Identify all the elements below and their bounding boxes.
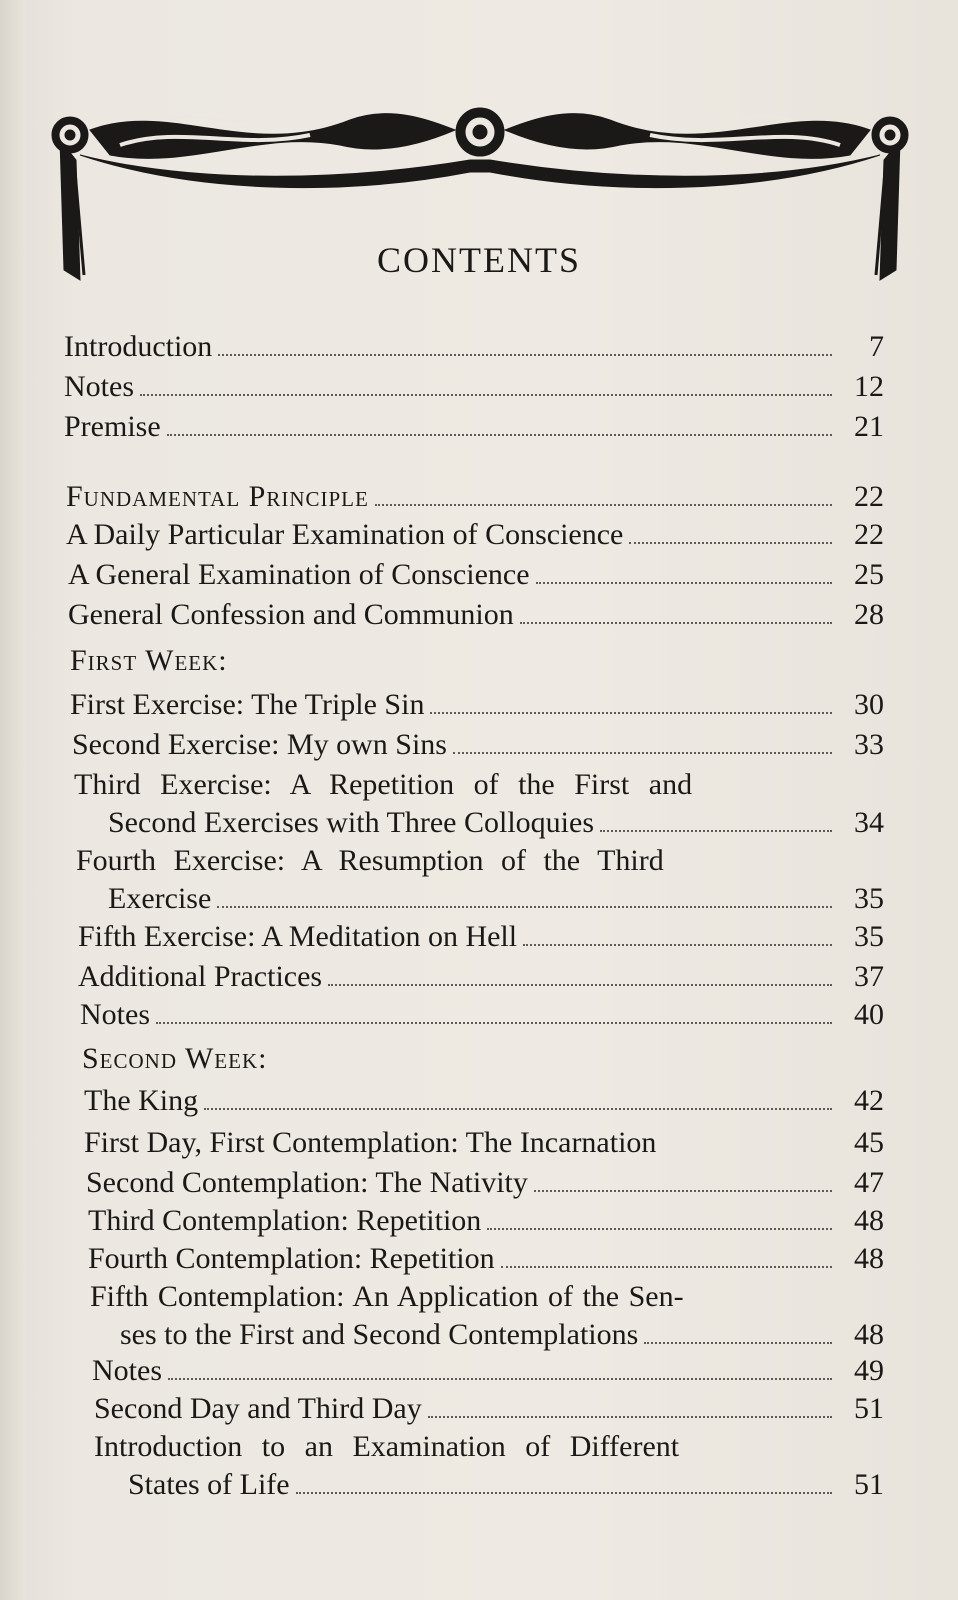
toc-entry-title: Fifth Contemplation: An Application of the Sen- (90, 1280, 684, 1313)
toc-entry-title: Introduction (64, 330, 213, 363)
toc-section-heading: First Week: (70, 644, 228, 677)
dot-leader (156, 998, 832, 1024)
dot-leader (487, 1204, 832, 1230)
dot-leader (600, 806, 832, 832)
dot-leader (644, 1318, 832, 1344)
toc-entry-title: Second Exercise: My own Sins (72, 728, 447, 761)
dot-leader (501, 1242, 832, 1268)
dot-leader (218, 330, 832, 356)
toc-entry-page: 51 (854, 1392, 884, 1425)
toc-entry-title: Premise (64, 410, 161, 443)
dot-leader (168, 1354, 832, 1380)
toc-entry-title: Fifth Exercise: A Meditation on Hell (78, 920, 518, 953)
toc-entry-title: Notes (64, 370, 134, 403)
toc-entry-title-continued: ses to the First and Second Contemplations (120, 1318, 639, 1351)
toc-entry-title: The King (84, 1084, 199, 1117)
toc-entry (86, 1164, 884, 1202)
toc-entry-title-continued: Second Exercises with Three Colloquies (108, 806, 595, 839)
toc-entry (78, 958, 884, 996)
toc-entry-title: A General Examination of Conscience (68, 558, 530, 591)
dot-leader (328, 960, 832, 986)
toc-entry-page: 48 (854, 1204, 884, 1237)
toc-entry-title: A Daily Particular Examination of Conscience (66, 518, 624, 551)
toc-entry-title: Fourth Contemplation: Repetition (88, 1242, 495, 1275)
toc-entry-page: 25 (854, 558, 884, 591)
page-title: CONTENTS (377, 240, 581, 280)
toc-entry (88, 1240, 884, 1278)
dot-leader (140, 370, 832, 396)
toc-entry-line (76, 842, 816, 880)
toc-entry-page: 42 (854, 1084, 884, 1117)
toc-entry-continuation (128, 1466, 884, 1504)
toc-section-heading: Second Week: (82, 1042, 268, 1075)
dot-leader (660, 1126, 836, 1152)
toc-entry-page: 45 (854, 1126, 884, 1159)
toc-entry-continuation (108, 880, 884, 918)
dot-leader (428, 1392, 832, 1418)
toc-section-heading: Fundamental Principle (66, 480, 369, 513)
dot-leader (217, 882, 832, 908)
toc-entry-page: 48 (854, 1318, 884, 1351)
toc-entry-page: 34 (854, 806, 884, 839)
toc-entry (64, 408, 884, 446)
toc-entry-page: 48 (854, 1242, 884, 1275)
toc-entry-line (74, 766, 814, 804)
toc-entry-page: 22 (854, 518, 884, 551)
toc-entry-page: 28 (854, 598, 884, 631)
toc-entry-page: 51 (854, 1468, 884, 1501)
dot-leader (296, 1468, 832, 1494)
toc-entry (72, 726, 884, 764)
toc-entry-page: 7 (869, 330, 884, 363)
toc-entry-title: First Exercise: The Triple Sin (70, 688, 425, 721)
toc-entry-page: 47 (854, 1166, 884, 1199)
toc-entry (68, 596, 884, 634)
toc-entry (66, 478, 884, 516)
toc-entry-title: Notes (92, 1354, 162, 1387)
dot-leader (375, 480, 832, 506)
dot-leader (167, 410, 832, 436)
toc-entry-line (90, 1278, 820, 1316)
toc-entry-page: 12 (854, 370, 884, 403)
toc-entry (84, 1082, 884, 1120)
toc-entry-title: Third Exercise: A Repetition of the First and (74, 768, 693, 801)
toc-entry (88, 1202, 884, 1240)
toc-entry-page: 35 (854, 920, 884, 953)
toc-entry (70, 686, 884, 724)
toc-entry-page: 22 (854, 480, 884, 513)
toc-entry-line (94, 1428, 814, 1466)
toc-entry-title: Third Contemplation: Repetition (88, 1204, 482, 1237)
toc-entry-continuation (120, 1316, 884, 1354)
toc-entry (64, 328, 884, 366)
toc-entry-title-continued: States of Life (128, 1468, 290, 1501)
toc-entry (78, 918, 884, 956)
toc-entry (66, 516, 884, 554)
toc-entry-page: 40 (854, 998, 884, 1031)
toc-entry-continuation (108, 804, 884, 842)
toc-entry-title: Notes (80, 998, 150, 1031)
dot-leader (523, 920, 832, 946)
dot-leader (520, 598, 832, 624)
toc-entry-page: 30 (854, 688, 884, 721)
toc-entry (64, 368, 884, 406)
toc-entry-title-continued: Exercise (108, 882, 212, 915)
toc-entry-page: 49 (854, 1354, 884, 1387)
toc-entry-title: Fourth Exercise: A Resumption of the Third (76, 844, 664, 877)
toc-entry-title: General Confession and Communion (68, 598, 514, 631)
dot-leader (453, 728, 832, 754)
toc-entry-title: Additional Practices (78, 960, 323, 993)
toc-entry-title: Second Day and Third Day (94, 1392, 422, 1425)
toc-entry (84, 1124, 884, 1162)
toc-entry (94, 1390, 884, 1428)
toc-entry-page: 21 (854, 410, 884, 443)
toc-entry (80, 996, 884, 1034)
dot-leader (534, 1166, 832, 1192)
toc-entry-title: Second Contemplation: The Nativity (86, 1166, 528, 1199)
toc-entry (68, 556, 884, 594)
toc-entry (92, 1352, 884, 1390)
toc-entry-page: 37 (854, 960, 884, 993)
dot-leader (536, 558, 832, 584)
toc-entry-title: Introduction to an Examination of Different (94, 1430, 680, 1463)
dot-leader (430, 688, 832, 714)
dot-leader (629, 518, 832, 544)
toc-entry-page: 35 (854, 882, 884, 915)
toc-entry-page: 33 (854, 728, 884, 761)
toc-entry-title: First Day, First Contemplation: The Incarnation (84, 1126, 657, 1159)
dot-leader (204, 1084, 832, 1110)
